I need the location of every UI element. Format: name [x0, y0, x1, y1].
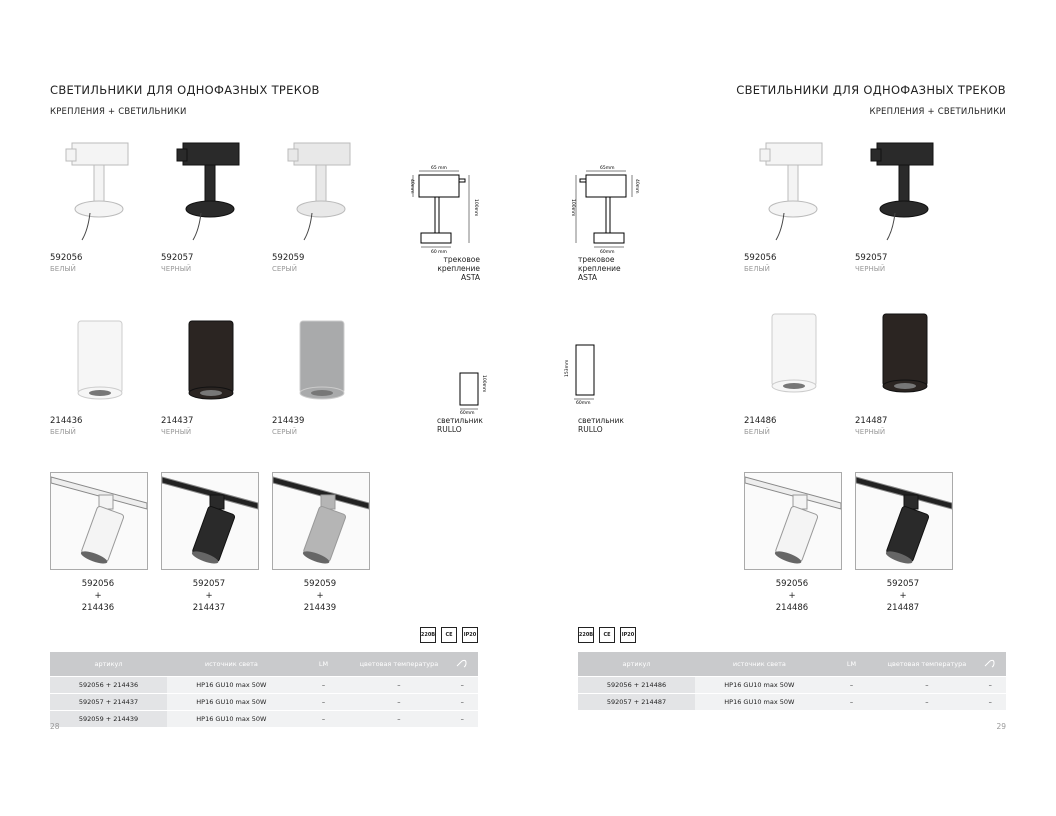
- plus-sign: +: [788, 591, 796, 601]
- dim-height: 40mm: [634, 179, 639, 194]
- table-header-cell: LM: [296, 652, 351, 677]
- caption-line2: RULLO: [437, 425, 462, 434]
- mount-code: 592056: [81, 579, 115, 589]
- dim-height: 100mm: [481, 375, 486, 393]
- track-mount-image: [282, 135, 362, 249]
- plus-sign: +: [205, 591, 213, 601]
- table-cell: HP16 GU10 max 50W: [695, 677, 824, 694]
- table-cell: –: [296, 694, 351, 711]
- table-cell: –: [824, 677, 879, 694]
- rullo-dimension-drawing: [450, 345, 500, 419]
- asta-dimension-drawing: [405, 165, 485, 259]
- page-number: 29: [996, 722, 1006, 731]
- combo-photo: [50, 472, 148, 570]
- track-mount-image: [171, 135, 251, 249]
- rullo-caption: [578, 416, 624, 434]
- combo-photo: [161, 472, 259, 570]
- product-color: ЧЕРНЫЙ: [161, 428, 192, 436]
- table-cell: –: [351, 711, 446, 728]
- table-cell: HP16 GU10 max 50W: [167, 677, 296, 694]
- dim-width: 65 mm: [431, 166, 447, 171]
- spec-table: [50, 652, 478, 727]
- product-color: ЧЕРНЫЙ: [161, 265, 192, 273]
- table-cell: –: [296, 677, 351, 694]
- lamp-code: 214486: [775, 603, 809, 613]
- combo-label: [272, 578, 368, 614]
- dim-height: 153mm: [565, 359, 570, 377]
- table-row: [50, 694, 478, 711]
- product-code: 214437: [161, 416, 194, 426]
- table-cell: –: [447, 694, 478, 711]
- lamp-code: 214439: [303, 603, 337, 613]
- caption-line1: трековое крепление: [578, 255, 621, 273]
- combo-label: [855, 578, 951, 614]
- beam-angle-icon: [975, 652, 1006, 677]
- product-code: 214487: [855, 416, 888, 426]
- table-cell: –: [824, 694, 879, 711]
- table-cell: –: [296, 711, 351, 728]
- page-subtitle: КРЕПЛЕНИЯ + СВЕТИЛЬНИКИ: [50, 107, 187, 117]
- table-row: [578, 677, 1006, 694]
- table-header-cell: источник света: [167, 652, 296, 677]
- dim-width: 60mm: [576, 401, 591, 405]
- table-header-cell: артикул: [578, 652, 695, 677]
- asta-caption: [400, 255, 480, 282]
- table-cell: 592057 + 214437: [50, 694, 167, 711]
- track-mount-image: [60, 135, 140, 249]
- luminaire-image: [65, 315, 135, 419]
- dim-width: 60mm: [460, 411, 475, 415]
- product-code: 592056: [50, 253, 83, 263]
- lamp-code: 214437: [192, 603, 226, 613]
- table-row: [578, 694, 1006, 711]
- table-cell: –: [879, 694, 974, 711]
- mount-code: 592057: [886, 579, 920, 589]
- lamp-code: 214487: [886, 603, 920, 613]
- rullo-caption: [437, 416, 483, 434]
- combo-photo: [744, 472, 842, 570]
- dim-total: 100mm: [473, 199, 478, 217]
- product-code: 214486: [744, 416, 777, 426]
- caption-line1: светильник: [437, 416, 483, 425]
- product-code: 592057: [161, 253, 194, 263]
- dim-height: 40mm: [409, 179, 414, 194]
- combo-label: [744, 578, 840, 614]
- table-cell: 592056 + 214436: [50, 677, 167, 694]
- table-cell: –: [975, 677, 1006, 694]
- luminaire-image: [176, 315, 246, 419]
- product-code: 592057: [855, 253, 888, 263]
- caption-line1: светильник: [578, 416, 624, 425]
- mount-code: 592057: [192, 579, 226, 589]
- page-title: СВЕТИЛЬНИКИ ДЛЯ ОДНОФАЗНЫХ ТРЕКОВ: [50, 83, 320, 97]
- mount-code: 592059: [303, 579, 337, 589]
- plus-sign: +: [899, 591, 907, 601]
- table-cell: –: [879, 677, 974, 694]
- page-number: 28: [50, 722, 60, 731]
- product-code: 592056: [744, 253, 777, 263]
- product-color: БЕЛЫЙ: [50, 428, 76, 436]
- table-cell: –: [447, 711, 478, 728]
- mount-code: 592056: [775, 579, 809, 589]
- plus-sign: +: [94, 591, 102, 601]
- lamp-code: 214436: [81, 603, 115, 613]
- product-code: 214436: [50, 416, 83, 426]
- product-color: БЕЛЫЙ: [50, 265, 76, 273]
- plus-sign: +: [316, 591, 324, 601]
- product-color: СЕРЫЙ: [272, 428, 297, 436]
- table-header-cell: цветовая температура: [351, 652, 446, 677]
- ip20-icon: IP20: [462, 627, 478, 643]
- asta-caption: [578, 255, 658, 282]
- voltage-220v-icon: 220В: [420, 627, 436, 643]
- table-cell: –: [351, 694, 446, 711]
- combo-label: [50, 578, 146, 614]
- spec-table: [578, 652, 1006, 710]
- dim-total: 100mm: [570, 199, 575, 217]
- caption-line1: трековое крепление: [437, 255, 480, 273]
- combo-photo: [272, 472, 370, 570]
- product-color: БЕЛЫЙ: [744, 265, 770, 273]
- rullo-dimension-drawing: [560, 335, 610, 409]
- table-cell: HP16 GU10 max 50W: [167, 711, 296, 728]
- table-cell: –: [351, 677, 446, 694]
- luminaire-image: [759, 308, 829, 412]
- combo-photo: [855, 472, 953, 570]
- table-header-cell: цветовая температура: [879, 652, 974, 677]
- product-color: БЕЛЫЙ: [744, 428, 770, 436]
- beam-angle-icon: [447, 652, 478, 677]
- table-cell: HP16 GU10 max 50W: [695, 694, 824, 711]
- dim-base: 60mm: [600, 250, 615, 255]
- product-color: ЧЕРНЫЙ: [855, 428, 886, 436]
- table-cell: 592057 + 214487: [578, 694, 695, 711]
- table-header-cell: артикул: [50, 652, 167, 677]
- ce-mark-icon: CE: [441, 627, 457, 643]
- caption-line2: RULLO: [578, 425, 603, 434]
- dim-base: 60 mm: [431, 250, 447, 255]
- asta-dimension-drawing: [560, 165, 640, 259]
- table-header-row: [50, 652, 478, 677]
- track-mount-image: [865, 135, 945, 249]
- ce-mark-icon: CE: [599, 627, 615, 643]
- caption-line2: ASTA: [460, 273, 480, 282]
- table-cell: –: [447, 677, 478, 694]
- combo-label: [161, 578, 257, 614]
- product-code: 592059: [272, 253, 305, 263]
- table-header-cell: LM: [824, 652, 879, 677]
- table-header-row: [578, 652, 1006, 677]
- caption-line2: ASTA: [578, 273, 598, 282]
- luminaire-image: [287, 315, 357, 419]
- product-color: СЕРЫЙ: [272, 265, 297, 273]
- table-cell: 592056 + 214486: [578, 677, 695, 694]
- luminaire-image: [870, 308, 940, 412]
- product-code: 214439: [272, 416, 305, 426]
- voltage-220v-icon: 220В: [578, 627, 594, 643]
- table-row: [50, 677, 478, 694]
- ip20-icon: IP20: [620, 627, 636, 643]
- track-mount-image: [754, 135, 834, 249]
- dim-width: 65mm: [600, 166, 615, 171]
- table-row: [50, 711, 478, 728]
- product-color: ЧЕРНЫЙ: [855, 265, 886, 273]
- table-cell: 592059 + 214439: [50, 711, 167, 728]
- page-title: СВЕТИЛЬНИКИ ДЛЯ ОДНОФАЗНЫХ ТРЕКОВ: [736, 83, 1006, 97]
- table-cell: HP16 GU10 max 50W: [167, 694, 296, 711]
- table-header-cell: источник света: [695, 652, 824, 677]
- table-cell: –: [975, 694, 1006, 711]
- page-subtitle: КРЕПЛЕНИЯ + СВЕТИЛЬНИКИ: [869, 107, 1006, 117]
